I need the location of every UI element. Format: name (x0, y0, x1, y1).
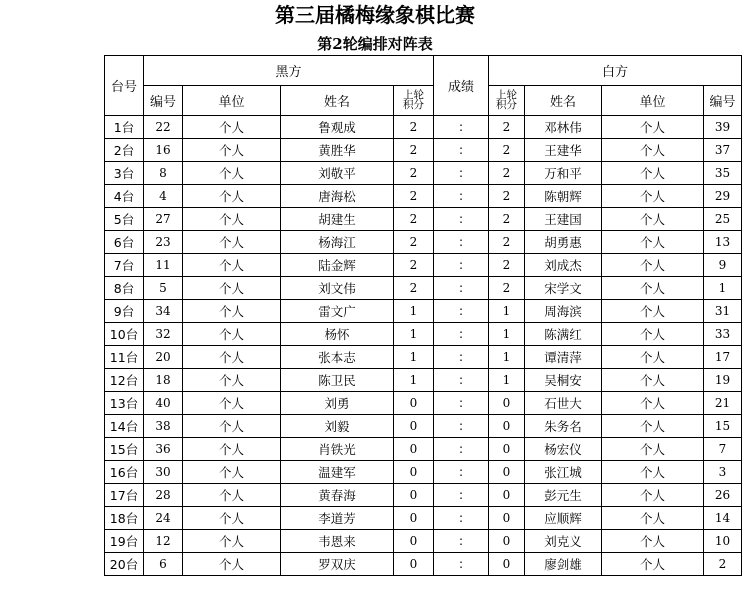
white-name-cell: 张江城 (525, 461, 602, 484)
black-unit-cell: 个人 (183, 415, 281, 438)
black-prev-score-cell: 0 (394, 530, 434, 553)
black-unit-cell: 个人 (183, 185, 281, 208)
black-unit-cell: 个人 (183, 300, 281, 323)
white-unit-cell: 个人 (602, 553, 704, 576)
white-id-cell: 35 (704, 162, 742, 185)
black-unit-cell: 个人 (183, 484, 281, 507)
black-side-header: 黑方 (144, 56, 434, 86)
black-unit-cell: 个人 (183, 277, 281, 300)
black-id-cell: 8 (144, 162, 183, 185)
white-prev-score-cell: 2 (489, 208, 525, 231)
table-row (105, 208, 742, 231)
board-cell: 18台 (105, 507, 144, 530)
black-unit-cell: 个人 (183, 392, 281, 415)
white-name-cell: 邓林伟 (525, 116, 602, 139)
white-name-cell: 周海滨 (525, 300, 602, 323)
black-prev-score-cell: 0 (394, 507, 434, 530)
table-row (105, 139, 742, 162)
white-name-cell: 万和平 (525, 162, 602, 185)
black-prev-score-cell: 2 (394, 208, 434, 231)
white-prev-score-header (489, 86, 525, 116)
white-id-cell: 13 (704, 231, 742, 254)
page-title: 第三届橘梅缘象棋比赛 (275, 3, 475, 27)
white-unit-cell: 个人 (602, 530, 704, 553)
table-row (105, 185, 742, 208)
black-unit-cell: 个人 (183, 231, 281, 254)
board-cell: 10台 (105, 323, 144, 346)
result-cell: : (434, 300, 489, 323)
result-cell: : (434, 231, 489, 254)
black-name-cell: 刘文伟 (281, 277, 394, 300)
white-unit-cell: 个人 (602, 415, 704, 438)
board-cell: 12台 (105, 369, 144, 392)
white-id-cell: 3 (704, 461, 742, 484)
white-name-header: 姓名 (525, 86, 602, 116)
white-unit-cell: 个人 (602, 346, 704, 369)
black-id-cell: 27 (144, 208, 183, 231)
black-name-cell: 李道芳 (281, 507, 394, 530)
white-prev-score-cell: 2 (489, 139, 525, 162)
black-name-cell: 韦恩来 (281, 530, 394, 553)
white-id-cell: 37 (704, 139, 742, 162)
result-header: 成绩 (434, 56, 489, 116)
board-cell: 16台 (105, 461, 144, 484)
black-name-cell: 肖铁光 (281, 438, 394, 461)
white-unit-cell: 个人 (602, 254, 704, 277)
table-row (105, 277, 742, 300)
black-name-cell: 刘勇 (281, 392, 394, 415)
black-prev-score-cell: 1 (394, 323, 434, 346)
black-unit-cell: 个人 (183, 162, 281, 185)
black-prev-score-cell: 0 (394, 392, 434, 415)
result-cell: : (434, 277, 489, 300)
table-row (105, 162, 742, 185)
black-unit-cell: 个人 (183, 139, 281, 162)
header-row-bottom (105, 86, 742, 116)
black-unit-cell: 个人 (183, 254, 281, 277)
white-id-cell: 9 (704, 254, 742, 277)
board-cell: 8台 (105, 277, 144, 300)
black-prev-score-cell: 2 (394, 254, 434, 277)
white-name-cell: 廖剑雄 (525, 553, 602, 576)
board-cell: 11台 (105, 346, 144, 369)
pairing-rows (105, 116, 742, 576)
white-name-cell: 刘克义 (525, 530, 602, 553)
black-prev-score-cell: 1 (394, 300, 434, 323)
black-unit-cell: 个人 (183, 116, 281, 139)
black-id-cell: 40 (144, 392, 183, 415)
white-id-cell: 33 (704, 323, 742, 346)
table-row (105, 553, 742, 576)
black-id-cell: 23 (144, 231, 183, 254)
white-prev-score-cell: 1 (489, 323, 525, 346)
white-unit-header: 单位 (602, 86, 704, 116)
white-name-cell: 杨宏仪 (525, 438, 602, 461)
table-row (105, 484, 742, 507)
table-row (105, 392, 742, 415)
table-row (105, 116, 742, 139)
table-row (105, 254, 742, 277)
result-cell: : (434, 346, 489, 369)
table-row (105, 507, 742, 530)
black-prev-score-cell: 0 (394, 461, 434, 484)
black-prev-score-cell: 2 (394, 231, 434, 254)
white-unit-cell: 个人 (602, 461, 704, 484)
white-id-cell: 15 (704, 415, 742, 438)
white-name-cell: 宋学文 (525, 277, 602, 300)
black-unit-cell: 个人 (183, 346, 281, 369)
result-cell: : (434, 438, 489, 461)
black-prev-score-cell: 0 (394, 553, 434, 576)
black-id-cell: 11 (144, 254, 183, 277)
result-cell: : (434, 392, 489, 415)
black-name-cell: 刘敬平 (281, 162, 394, 185)
black-id-cell: 6 (144, 553, 183, 576)
white-unit-cell: 个人 (602, 300, 704, 323)
prev-score-label-bottom: 积分 (496, 98, 517, 111)
white-prev-score-cell: 2 (489, 254, 525, 277)
white-side-header: 白方 (489, 56, 742, 86)
header-row-top (105, 56, 742, 86)
black-unit-cell: 个人 (183, 461, 281, 484)
black-unit-cell: 个人 (183, 208, 281, 231)
black-prev-score-cell: 2 (394, 139, 434, 162)
white-id-header: 编号 (704, 86, 742, 116)
white-unit-cell: 个人 (602, 139, 704, 162)
white-prev-score-cell: 2 (489, 116, 525, 139)
black-id-header: 编号 (144, 86, 183, 116)
white-prev-score-cell: 1 (489, 346, 525, 369)
black-prev-score-cell: 0 (394, 484, 434, 507)
result-cell: : (434, 530, 489, 553)
table-row (105, 415, 742, 438)
black-id-cell: 36 (144, 438, 183, 461)
board-cell: 2台 (105, 139, 144, 162)
page-subtitle: 第2轮编排对阵表 (317, 35, 433, 53)
result-cell: : (434, 254, 489, 277)
board-cell: 4台 (105, 185, 144, 208)
white-name-cell: 吴桐安 (525, 369, 602, 392)
black-id-cell: 18 (144, 369, 183, 392)
white-unit-cell: 个人 (602, 208, 704, 231)
black-unit-cell: 个人 (183, 530, 281, 553)
black-id-cell: 16 (144, 139, 183, 162)
white-name-cell: 谭清萍 (525, 346, 602, 369)
white-unit-cell: 个人 (602, 392, 704, 415)
board-cell: 7台 (105, 254, 144, 277)
black-id-cell: 20 (144, 346, 183, 369)
white-prev-score-cell: 0 (489, 530, 525, 553)
result-cell: : (434, 139, 489, 162)
white-unit-cell: 个人 (602, 185, 704, 208)
black-prev-score-cell: 1 (394, 346, 434, 369)
white-unit-cell: 个人 (602, 484, 704, 507)
white-name-cell: 彭元生 (525, 484, 602, 507)
table-row (105, 461, 742, 484)
white-unit-cell: 个人 (602, 231, 704, 254)
black-prev-score-header (394, 86, 434, 116)
result-cell: : (434, 507, 489, 530)
board-cell: 13台 (105, 392, 144, 415)
black-prev-score-cell: 2 (394, 277, 434, 300)
white-name-cell: 王建华 (525, 139, 602, 162)
black-name-cell: 温建军 (281, 461, 394, 484)
black-name-cell: 雷文广 (281, 300, 394, 323)
result-cell: : (434, 553, 489, 576)
white-name-cell: 胡勇惠 (525, 231, 602, 254)
white-name-cell: 石世大 (525, 392, 602, 415)
white-id-cell: 31 (704, 300, 742, 323)
white-prev-score-cell: 0 (489, 438, 525, 461)
table-row (105, 300, 742, 323)
white-name-cell: 应顺辉 (525, 507, 602, 530)
prev-score-label-top: 上轮 (403, 88, 424, 101)
white-name-cell: 陈朝辉 (525, 185, 602, 208)
board-cell: 5台 (105, 208, 144, 231)
white-prev-score-cell: 0 (489, 461, 525, 484)
black-prev-score-cell: 2 (394, 116, 434, 139)
white-id-cell: 26 (704, 484, 742, 507)
white-name-cell: 朱务名 (525, 415, 602, 438)
black-name-cell: 唐海松 (281, 185, 394, 208)
black-id-cell: 4 (144, 185, 183, 208)
black-prev-score-cell: 1 (394, 369, 434, 392)
white-prev-score-cell: 0 (489, 392, 525, 415)
black-id-cell: 22 (144, 116, 183, 139)
black-unit-cell: 个人 (183, 553, 281, 576)
white-prev-score-cell: 0 (489, 484, 525, 507)
white-id-cell: 39 (704, 116, 742, 139)
white-unit-cell: 个人 (602, 507, 704, 530)
result-cell: : (434, 208, 489, 231)
result-cell: : (434, 116, 489, 139)
black-name-cell: 张本志 (281, 346, 394, 369)
board-cell: 1台 (105, 116, 144, 139)
white-prev-score-cell: 0 (489, 553, 525, 576)
white-prev-score-cell: 0 (489, 415, 525, 438)
black-name-cell: 罗双庆 (281, 553, 394, 576)
black-id-cell: 30 (144, 461, 183, 484)
black-unit-header: 单位 (183, 86, 281, 116)
result-cell: : (434, 369, 489, 392)
white-unit-cell: 个人 (602, 277, 704, 300)
black-name-cell: 刘毅 (281, 415, 394, 438)
white-id-cell: 7 (704, 438, 742, 461)
table-row (105, 231, 742, 254)
white-prev-score-cell: 1 (489, 369, 525, 392)
black-prev-score-cell: 2 (394, 162, 434, 185)
black-name-cell: 黄胜华 (281, 139, 394, 162)
black-name-cell: 胡建生 (281, 208, 394, 231)
board-cell: 19台 (105, 530, 144, 553)
black-prev-score-cell: 0 (394, 415, 434, 438)
board-cell: 15台 (105, 438, 144, 461)
black-unit-cell: 个人 (183, 507, 281, 530)
table-row (105, 323, 742, 346)
black-name-cell: 黄春海 (281, 484, 394, 507)
white-id-cell: 17 (704, 346, 742, 369)
white-prev-score-cell: 0 (489, 507, 525, 530)
white-id-cell: 14 (704, 507, 742, 530)
white-name-cell: 陈满红 (525, 323, 602, 346)
black-id-cell: 12 (144, 530, 183, 553)
black-name-cell: 鲁观成 (281, 116, 394, 139)
black-name-header: 姓名 (281, 86, 394, 116)
board-cell: 6台 (105, 231, 144, 254)
white-prev-score-cell: 2 (489, 162, 525, 185)
black-id-cell: 34 (144, 300, 183, 323)
board-cell: 17台 (105, 484, 144, 507)
board-cell: 3台 (105, 162, 144, 185)
black-id-cell: 24 (144, 507, 183, 530)
result-cell: : (434, 323, 489, 346)
black-name-cell: 杨海江 (281, 231, 394, 254)
white-id-cell: 1 (704, 277, 742, 300)
black-unit-cell: 个人 (183, 438, 281, 461)
table-row (105, 346, 742, 369)
board-cell: 9台 (105, 300, 144, 323)
white-prev-score-cell: 1 (489, 300, 525, 323)
pairing-table (104, 55, 742, 576)
result-cell: : (434, 162, 489, 185)
white-unit-cell: 个人 (602, 369, 704, 392)
black-unit-cell: 个人 (183, 323, 281, 346)
result-cell: : (434, 461, 489, 484)
white-id-cell: 10 (704, 530, 742, 553)
white-prev-score-cell: 2 (489, 231, 525, 254)
white-unit-cell: 个人 (602, 116, 704, 139)
table-row (105, 530, 742, 553)
white-prev-score-cell: 2 (489, 277, 525, 300)
black-id-cell: 5 (144, 277, 183, 300)
black-prev-score-cell: 0 (394, 438, 434, 461)
black-name-cell: 杨怀 (281, 323, 394, 346)
white-unit-cell: 个人 (602, 438, 704, 461)
white-name-cell: 刘成杰 (525, 254, 602, 277)
board-cell: 14台 (105, 415, 144, 438)
black-prev-score-cell: 2 (394, 185, 434, 208)
white-id-cell: 19 (704, 369, 742, 392)
board-cell: 20台 (105, 553, 144, 576)
table-row (105, 438, 742, 461)
white-id-cell: 25 (704, 208, 742, 231)
white-unit-cell: 个人 (602, 162, 704, 185)
black-id-cell: 38 (144, 415, 183, 438)
black-id-cell: 28 (144, 484, 183, 507)
white-unit-cell: 个人 (602, 323, 704, 346)
black-name-cell: 陆金辉 (281, 254, 394, 277)
prev-score-label-bottom: 积分 (403, 98, 424, 111)
white-id-cell: 29 (704, 185, 742, 208)
board-header: 台号 (105, 56, 144, 116)
white-id-cell: 2 (704, 553, 742, 576)
result-cell: : (434, 484, 489, 507)
result-cell: : (434, 415, 489, 438)
prev-score-label-top: 上轮 (496, 88, 517, 101)
black-unit-cell: 个人 (183, 369, 281, 392)
black-name-cell: 陈卫民 (281, 369, 394, 392)
table-row (105, 369, 742, 392)
white-prev-score-cell: 2 (489, 185, 525, 208)
white-id-cell: 21 (704, 392, 742, 415)
black-id-cell: 32 (144, 323, 183, 346)
result-cell: : (434, 185, 489, 208)
white-name-cell: 王建国 (525, 208, 602, 231)
